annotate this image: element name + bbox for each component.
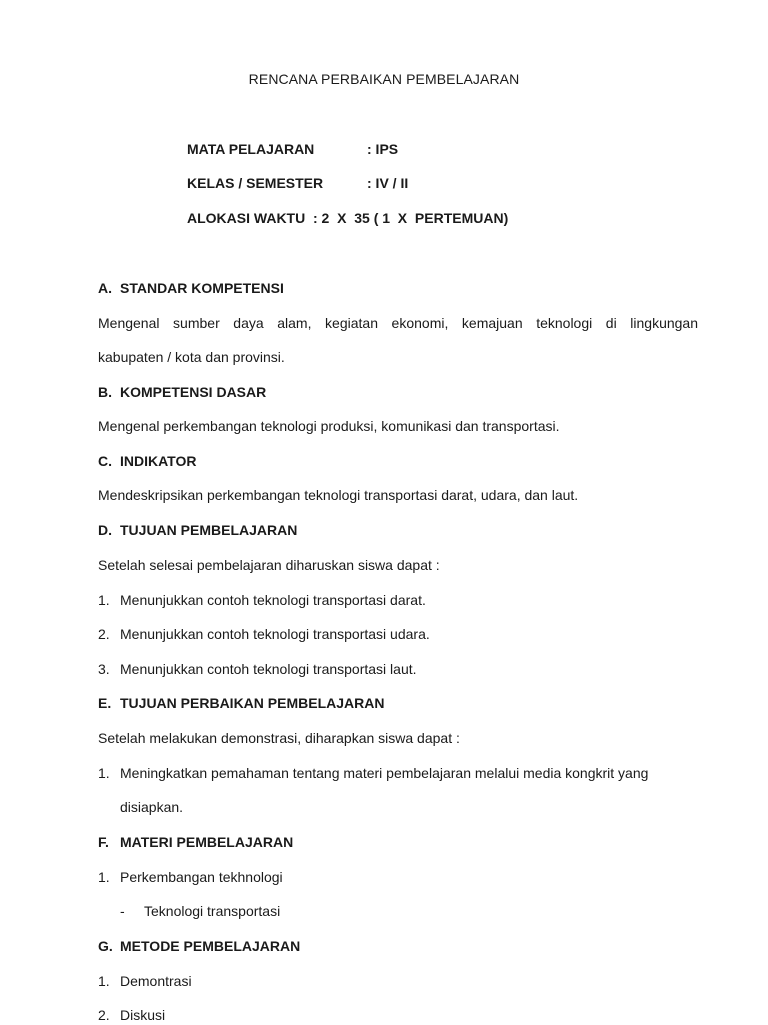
section-c-title: INDIKATOR [120, 453, 197, 469]
list-item [98, 659, 698, 679]
list-item-continuation: disiapkan. [120, 799, 184, 815]
list-item [98, 1005, 698, 1025]
list-item-text: Demontrasi [120, 973, 192, 989]
list-item-number: 1. [98, 869, 110, 885]
list-item [98, 867, 698, 887]
section-a-title: STANDAR KOMPETENSI [120, 280, 284, 296]
list-item [98, 624, 698, 644]
list-item [98, 590, 698, 610]
section-c-text: Mendeskripsikan perkembangan teknologi transportasi darat, udara, dan laut. [98, 487, 579, 503]
section-a-text-line2: kabupaten / kota dan provinsi. [98, 349, 285, 365]
list-item-number: 1. [98, 592, 110, 608]
sub-list-item [98, 901, 698, 921]
meta-kelas-semester [187, 175, 408, 191]
section-d-heading [98, 520, 698, 540]
list-item-text: Meningkatkan pemahaman tentang materi pembelajaran melalui media kongkrit yang [120, 765, 649, 781]
section-b-text: Mengenal perkembangan teknologi produksi, komunikasi dan transportasi. [98, 418, 560, 434]
section-a-letter: A. [98, 280, 112, 296]
mata-pelajaran-value: : IPS [367, 141, 399, 157]
list-item [98, 971, 698, 991]
section-g-heading [98, 936, 698, 956]
section-f-heading [98, 832, 698, 852]
mata-pelajaran-label: MATA PELAJARAN [187, 141, 315, 157]
section-a-heading [98, 278, 698, 298]
list-item-number: 2. [98, 626, 110, 642]
list-item [98, 763, 698, 783]
kelas-semester-label: KELAS / SEMESTER [187, 175, 324, 191]
section-e-title: TUJUAN PERBAIKAN PEMBELAJARAN [120, 695, 385, 711]
section-b-title: KOMPETENSI DASAR [120, 384, 267, 400]
list-item-number: 3. [98, 661, 110, 677]
list-item-text: Menunjukkan contoh teknologi transportasi udara. [120, 626, 430, 642]
section-f-letter: F. [98, 834, 109, 850]
section-d-title: TUJUAN PEMBELAJARAN [120, 522, 298, 538]
list-item-text: Diskusi [120, 1007, 166, 1023]
section-d-intro: Setelah selesai pembelajaran diharuskan siswa dapat : [98, 557, 440, 573]
sub-list-dash: - [120, 903, 125, 919]
section-f-title: MATERI PEMBELAJARAN [120, 834, 294, 850]
section-b-heading [98, 382, 698, 402]
list-item-number: 2. [98, 1007, 110, 1023]
kelas-semester-value: : IV / II [367, 175, 409, 191]
list-item-text: Menunjukkan contoh teknologi transportasi darat. [120, 592, 426, 608]
section-a-text-line1: Mengenal sumber daya alam, kegiatan ekonomi, kemajuan teknologi di lingkungan [98, 315, 698, 331]
section-c-letter: C. [98, 453, 112, 469]
list-item-text: Perkembangan tekhnologi [120, 869, 283, 885]
section-e-letter: E. [98, 695, 112, 711]
meta-alokasi-waktu: ALOKASI WAKTU : 2 X 35 ( 1 X PERTEMUAN) [187, 210, 509, 226]
section-d-letter: D. [98, 522, 112, 538]
list-item-number: 1. [98, 765, 110, 781]
section-c-heading [98, 451, 698, 471]
section-g-title: METODE PEMBELAJARAN [120, 938, 301, 954]
list-item-text: Menunjukkan contoh teknologi transportasi laut. [120, 661, 417, 677]
section-e-intro: Setelah melakukan demonstrasi, diharapkan siswa dapat : [98, 730, 460, 746]
section-b-letter: B. [98, 384, 112, 400]
sub-list-text: Teknologi transportasi [144, 903, 281, 919]
meta-mata-pelajaran [187, 141, 398, 157]
section-e-heading [98, 693, 698, 713]
document-title: RENCANA PERBAIKAN PEMBELAJARAN [248, 71, 520, 87]
list-item-number: 1. [98, 973, 110, 989]
section-g-letter: G. [98, 938, 113, 954]
